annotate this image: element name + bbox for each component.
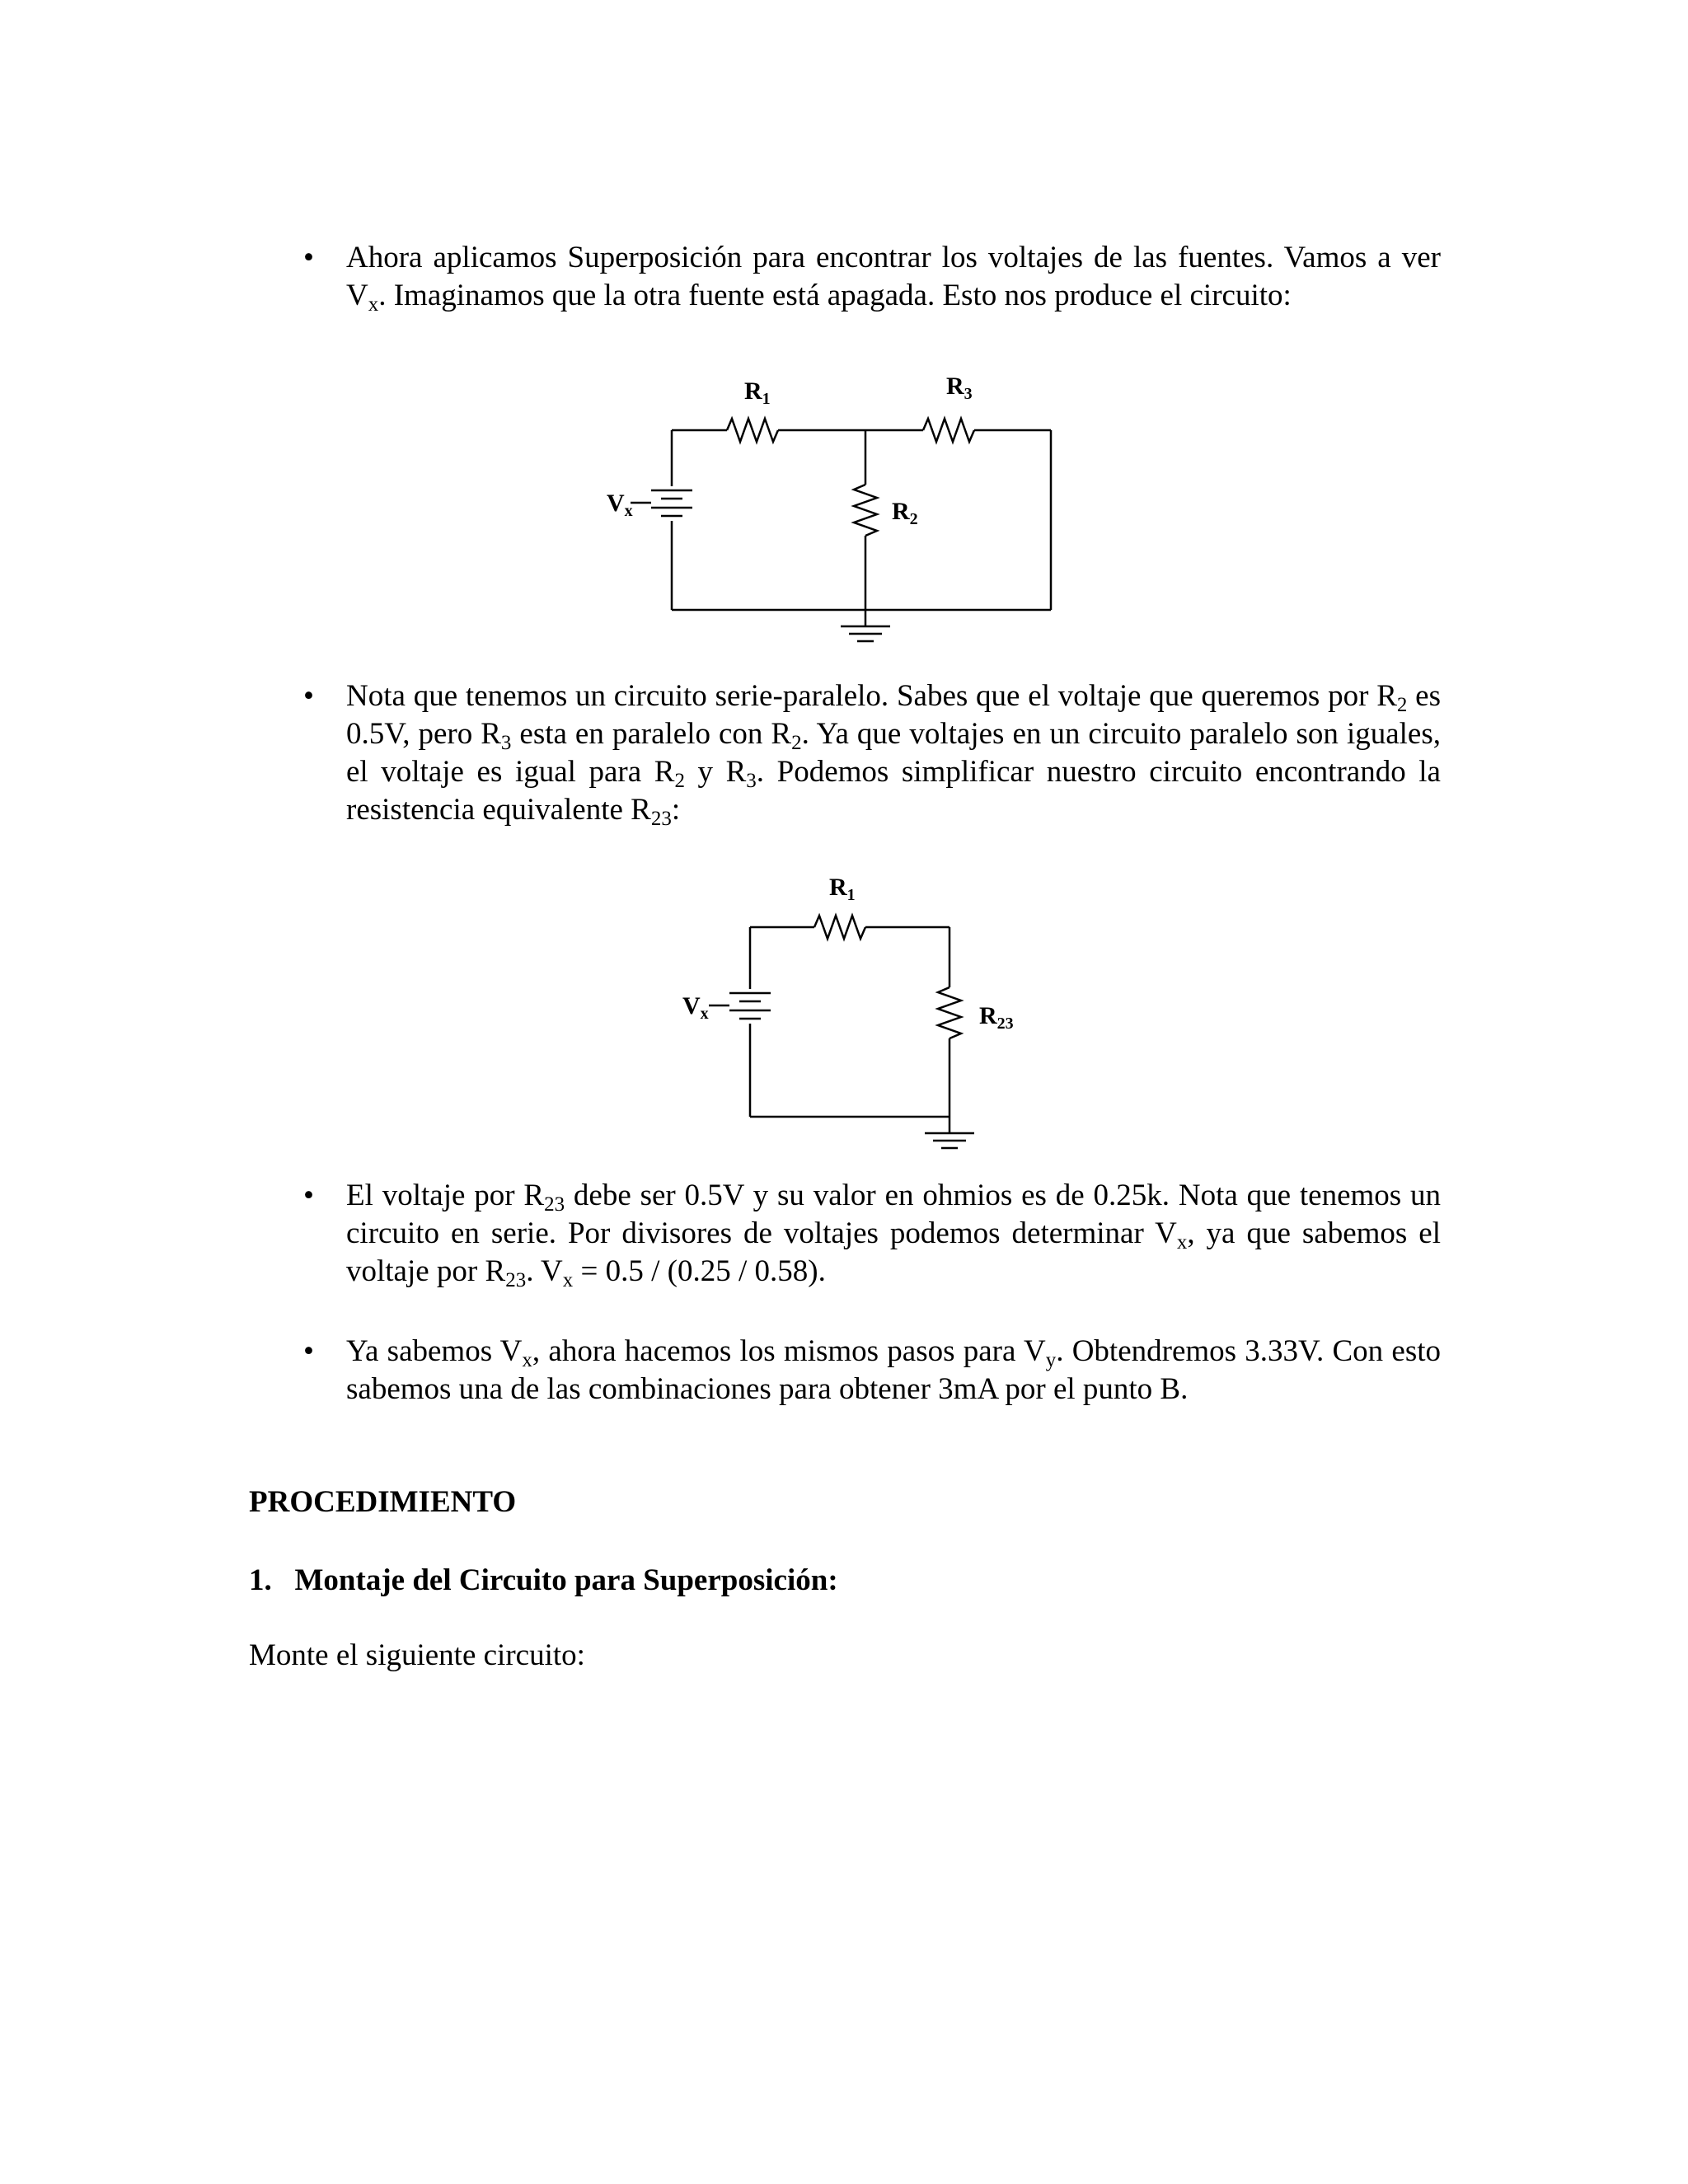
circuit-diagram-1 xyxy=(593,371,1055,659)
label-r2: $R_2$ xyxy=(892,498,918,528)
label-r1: $R_1$ xyxy=(744,377,771,408)
bullet-icon: • xyxy=(303,679,314,713)
paragraph-superposition-intro: • Ahora aplicamos Superposición para encontrar los voltajes de las fuentes. Vamos a ver $V_x$. Imaginamos que la otra fuente está apagada. Esto nos produce el circuito: xyxy=(303,241,1441,316)
label-vx: $V_x$ xyxy=(682,992,709,1023)
label-r23: $R_{23}$ xyxy=(979,1002,1014,1033)
step-heading: 1. Montaje del Circuito para Superposición: xyxy=(249,1563,838,1597)
label-vx: $V_x$ xyxy=(607,490,633,520)
paragraph-series-parallel: • Nota que tenemos un circuito serie-paralelo. Sabes que el voltaje que queremos por $R_2$ es 0.5V, pero $R_3$ esta en paralelo con $R_2$. Ya que voltajes en un circuito paralelo son iguales, el voltaje es igual para $R_2$ y $R_3$. Podemos simplificar nuestro circuito encontrando la resistencia equivalente $R_{23}$: xyxy=(303,679,1441,830)
label-r1: $R_1$ xyxy=(829,874,856,904)
bullet-icon: • xyxy=(303,241,314,274)
circuit-diagram-2 xyxy=(676,865,1055,1170)
paragraph-vy-result: • Ya sabemos $V_x$, ahora hacemos los mismos pasos para $V_y$. Obtendremos 3.33V. Con esto sabemos una de las combinaciones para obtener 3mA por el punto B. xyxy=(303,1334,1442,1406)
resistor-r2-symbol xyxy=(854,485,877,536)
resistor-r1-symbol xyxy=(727,419,778,442)
bullet-icon: • xyxy=(303,1334,314,1368)
instruction-text: Monte el siguiente circuito: xyxy=(249,1638,585,1672)
section-heading: PROCEDIMIENTO xyxy=(249,1485,517,1519)
resistor-r1-symbol xyxy=(814,916,865,939)
label-r3: $R_3$ xyxy=(946,373,973,403)
resistor-r23-symbol xyxy=(938,987,961,1038)
paragraph-voltage-divider: • El voltaje por $R_{23}$ debe ser 0.5V y su valor en ohmios es de 0.25k. Nota que tenemos un circuito en serie. Por divisores de voltajes podemos determinar $V_x$, ya que sabemos el voltaje por $R_{23}$. $V_x = 0.5 / (0.25 / 0.58)$. xyxy=(303,1179,1441,1291)
bullet-icon: • xyxy=(303,1179,314,1212)
resistor-r3-symbol xyxy=(923,419,974,442)
